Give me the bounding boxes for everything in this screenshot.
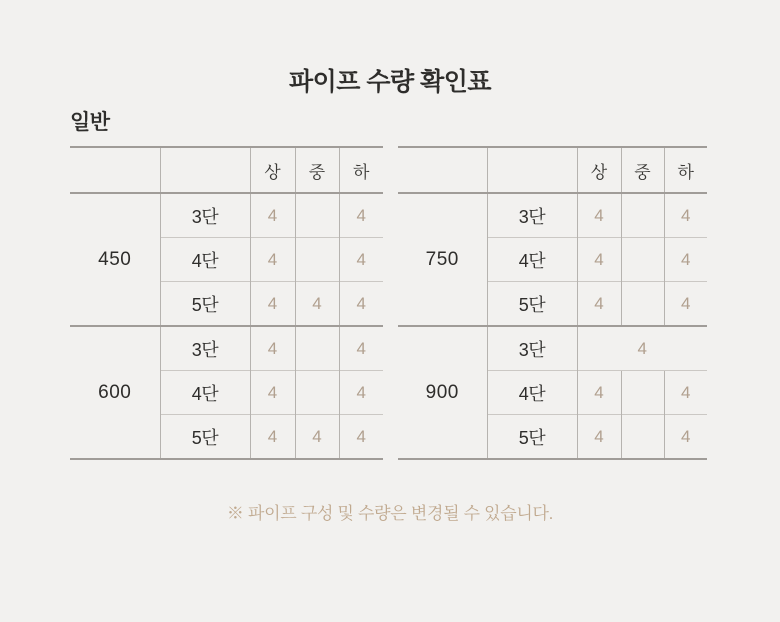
table-row <box>70 193 383 238</box>
size-cell: 750 <box>398 193 487 326</box>
qty-cell: 4 <box>577 415 621 460</box>
tier-cell: 4단 <box>487 371 577 415</box>
qty-cell: 4 <box>664 238 707 282</box>
qty-cell <box>295 238 339 282</box>
qty-cell <box>295 326 339 371</box>
tier-cell: 4단 <box>160 371 250 415</box>
qty-cell: 4 <box>577 238 621 282</box>
col-header-middle: 중 <box>621 147 664 193</box>
tier-cell: 5단 <box>487 415 577 460</box>
tier-cell: 5단 <box>160 282 250 327</box>
tier-cell: 3단 <box>487 193 577 238</box>
qty-cell: 4 <box>339 415 383 460</box>
col-header-lower: 하 <box>664 147 707 193</box>
qty-cell: 4 <box>664 371 707 415</box>
qty-cell: 4 <box>664 193 707 238</box>
table-row <box>398 193 707 238</box>
qty-cell: 4 <box>339 371 383 415</box>
page-title: 파이프 수량 확인표 <box>288 68 492 96</box>
qty-cell-merged: 4 <box>577 326 707 371</box>
header-row <box>398 147 707 193</box>
qty-cell: 4 <box>295 282 339 327</box>
qty-cell <box>621 282 664 327</box>
qty-cell <box>621 371 664 415</box>
qty-cell: 4 <box>577 371 621 415</box>
qty-cell: 4 <box>339 193 383 238</box>
header-row <box>70 147 383 193</box>
size-cell: 600 <box>70 326 160 459</box>
qty-cell: 4 <box>339 282 383 327</box>
table-row <box>70 326 383 371</box>
qty-cell <box>295 371 339 415</box>
pipe-table-750-900 <box>398 146 707 460</box>
qty-cell: 4 <box>250 415 295 460</box>
tier-cell: 5단 <box>487 282 577 327</box>
qty-cell: 4 <box>577 193 621 238</box>
qty-cell: 4 <box>664 415 707 460</box>
qty-cell: 4 <box>664 282 707 327</box>
size-col-header <box>70 147 160 193</box>
size-cell: 900 <box>398 326 487 459</box>
tables-row <box>70 146 780 460</box>
qty-cell <box>621 238 664 282</box>
qty-cell: 4 <box>250 193 295 238</box>
qty-cell: 4 <box>250 371 295 415</box>
qty-cell <box>621 193 664 238</box>
pipe-table-450-600 <box>70 146 383 460</box>
qty-cell: 4 <box>339 238 383 282</box>
qty-cell: 4 <box>339 326 383 371</box>
table-row <box>398 326 707 371</box>
qty-cell: 4 <box>250 282 295 327</box>
col-header-upper: 상 <box>250 147 295 193</box>
size-cell: 450 <box>70 193 160 326</box>
tier-cell: 5단 <box>160 415 250 460</box>
tier-cell: 4단 <box>487 238 577 282</box>
tier-cell: 3단 <box>487 326 577 371</box>
qty-cell <box>295 193 339 238</box>
col-header-upper: 상 <box>577 147 621 193</box>
qty-cell <box>621 415 664 460</box>
qty-cell: 4 <box>250 238 295 282</box>
size-col-header <box>398 147 487 193</box>
qty-cell: 4 <box>295 415 339 460</box>
footnote: ※ 파이프 구성 및 수량은 변경될 수 있습니다. <box>226 504 554 523</box>
tier-cell: 3단 <box>160 193 250 238</box>
qty-cell: 4 <box>250 326 295 371</box>
section-label: 일반 <box>70 111 110 134</box>
tier-cell: 4단 <box>160 238 250 282</box>
tier-cell: 3단 <box>160 326 250 371</box>
col-header-middle: 중 <box>295 147 339 193</box>
tier-col-header <box>160 147 250 193</box>
qty-cell: 4 <box>577 282 621 327</box>
col-header-lower: 하 <box>339 147 383 193</box>
tier-col-header <box>487 147 577 193</box>
